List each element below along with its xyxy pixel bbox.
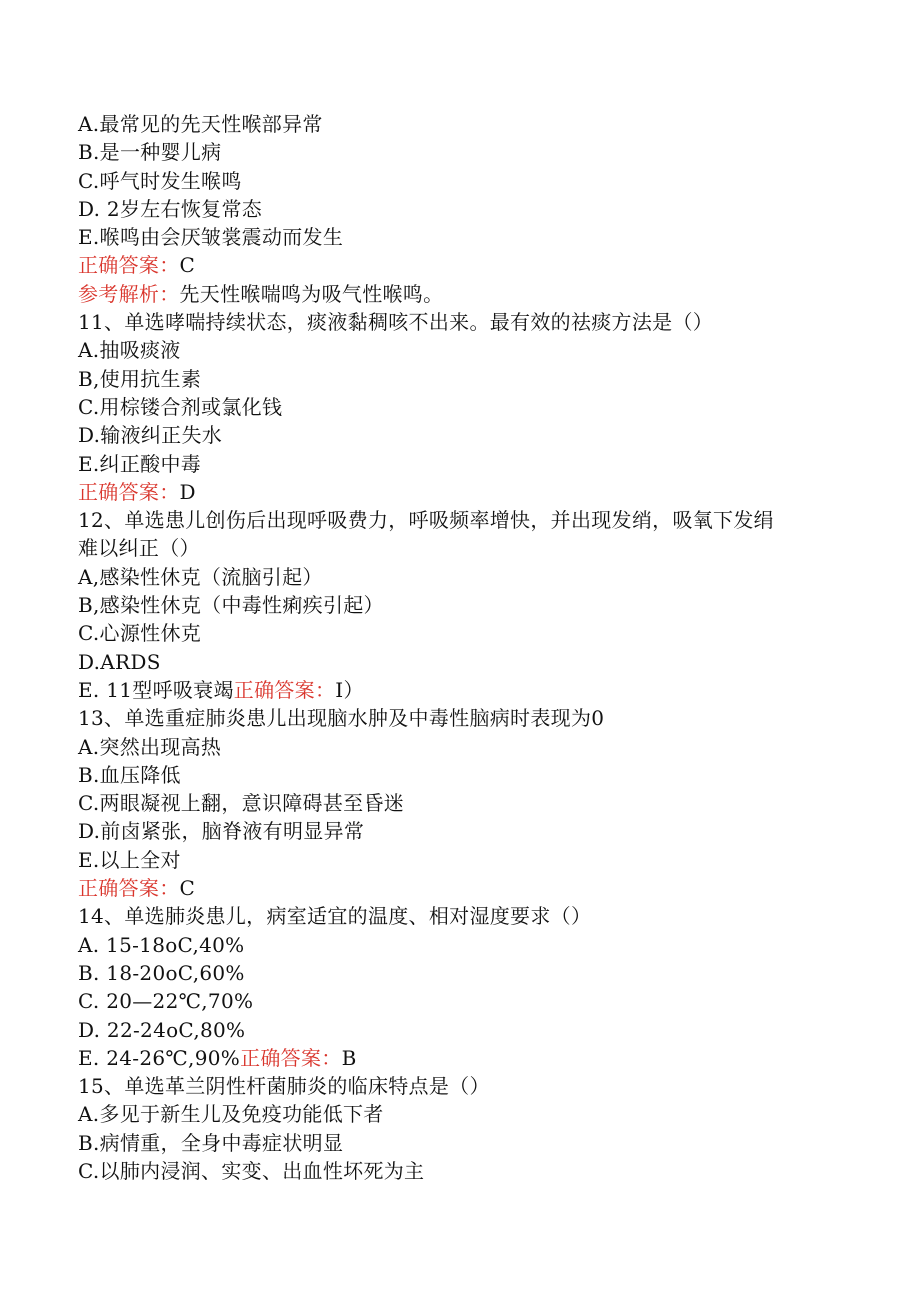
- text-segment: E.纠正酸中毒: [78, 451, 202, 476]
- text-line: [78, 987, 858, 1015]
- text-line: [78, 648, 858, 676]
- text-segment: B,使用抗生素: [78, 366, 202, 391]
- text-line: [78, 393, 858, 421]
- text-segment: B.病情重，全身中毒症状明显: [78, 1130, 344, 1155]
- text-segment: 15、单选革兰阴性杆菌肺炎的临床特点是（）: [78, 1074, 490, 1099]
- document-page: [78, 110, 858, 1185]
- text-segment: A.最常见的先天性喉部异常: [78, 112, 323, 136]
- text-line: [78, 563, 858, 591]
- text-line: [78, 817, 858, 845]
- text-segment: A,感染性休克（流脑引起）: [78, 564, 323, 589]
- text-line: [78, 1129, 858, 1157]
- text-segment: D.输液纠正失水: [78, 423, 223, 448]
- text-line: [78, 676, 858, 704]
- text-segment: E. 24-26℃,90%: [78, 1045, 241, 1070]
- text-line: [78, 1100, 858, 1128]
- text-segment: D.ARDS: [78, 649, 161, 674]
- text-line: [78, 478, 858, 506]
- text-line: [78, 874, 858, 902]
- text-segment: 14、单选肺炎患儿，病室适宜的温度、相对湿度要求（）: [78, 904, 592, 929]
- text-line: [78, 534, 858, 562]
- text-line: [78, 959, 858, 987]
- text-line: [78, 195, 858, 223]
- text-segment: 难以纠正（）: [78, 536, 200, 561]
- answer-label: 正确答案：: [78, 253, 180, 278]
- text-segment: E.以上全对: [78, 847, 181, 872]
- text-line: [78, 251, 858, 279]
- text-segment: B. 18-20oC,60%: [78, 960, 245, 985]
- text-line: [78, 846, 858, 874]
- text-segment: D.前卤紧张，脑脊液有明显异常: [78, 819, 365, 844]
- text-line: [78, 761, 858, 789]
- text-segment: C.心源性休克: [78, 621, 202, 646]
- answer-label: 正确答案：: [78, 876, 180, 901]
- text-line: [78, 167, 858, 195]
- text-segment: 11、单选哮喘持续状态，痰液黏稠咳不出来。最有效的祛痰方法是（）: [78, 310, 714, 335]
- text-segment: A.抽吸痰液: [78, 338, 181, 363]
- text-segment: B: [341, 1045, 357, 1070]
- text-line: [78, 591, 858, 619]
- text-line: [78, 450, 858, 478]
- text-segment: 12、单选患儿创伤后出现呼吸费力，呼吸频率增快，并出现发绡，吸氧下发绢: [78, 508, 774, 533]
- text-segment: A.突然出现高热: [78, 734, 222, 759]
- text-line: [78, 280, 858, 308]
- text-segment: B.血压降低: [78, 762, 181, 787]
- text-segment: C: [179, 876, 196, 901]
- answer-label: 正确答案：: [240, 1045, 342, 1070]
- text-segment: C.以肺内浸润、实变、出血性坏死为主: [78, 1158, 425, 1183]
- text-line: [78, 421, 858, 449]
- text-segment: B.是一种婴儿病: [78, 140, 222, 165]
- text-line: [78, 1044, 858, 1072]
- text-line: [78, 902, 858, 930]
- text-segment: A. 15-18oC,40%: [78, 932, 245, 957]
- text-line: [78, 336, 858, 364]
- text-segment: C.用棕镂合剂或氯化钱: [78, 394, 283, 419]
- text-segment: C: [179, 253, 196, 278]
- text-segment: D: [179, 479, 196, 504]
- text-segment: D. 22-24oC,80%: [78, 1017, 246, 1042]
- text-line: [78, 110, 858, 138]
- text-line: [78, 789, 858, 817]
- text-segment: C.两眼凝视上翻，意识障碍甚至昏迷: [78, 791, 405, 816]
- text-line: [78, 733, 858, 761]
- text-line: [78, 1016, 858, 1044]
- text-segment: B,感染性休克（中毒性痢疾引起）: [78, 593, 384, 618]
- text-line: [78, 308, 858, 336]
- text-segment: I）: [335, 677, 364, 702]
- text-segment: C. 20—22℃,70%: [78, 989, 254, 1014]
- text-segment: 13、单选重症肺炎患儿出现脑水肿及中毒性脑病时表现为0: [78, 706, 605, 731]
- text-line: [78, 1072, 858, 1100]
- text-line: [78, 223, 858, 251]
- text-segment: D. 2岁左右恢复常态: [78, 196, 263, 221]
- text-line: [78, 704, 858, 732]
- text-line: [78, 506, 858, 534]
- text-line: [78, 1157, 858, 1185]
- text-segment: E. 11型呼吸衰竭: [78, 677, 234, 702]
- text-segment: E.喉鸣由会厌皱裳震动而发生: [78, 225, 344, 250]
- text-line: [78, 931, 858, 959]
- text-segment: C.呼气时发生喉鸣: [78, 168, 242, 193]
- text-line: [78, 619, 858, 647]
- text-segment: 先天性喉喘鸣为吸气性喉鸣。: [179, 281, 444, 306]
- text-segment: A.多见于新生儿及免疫功能低下者: [78, 1102, 384, 1127]
- answer-label: 正确答案：: [78, 479, 180, 504]
- answer-label: 正确答案：: [233, 677, 336, 702]
- text-line: [78, 365, 858, 393]
- answer-label: 参考解析：: [78, 281, 180, 306]
- text-line: [78, 138, 858, 166]
